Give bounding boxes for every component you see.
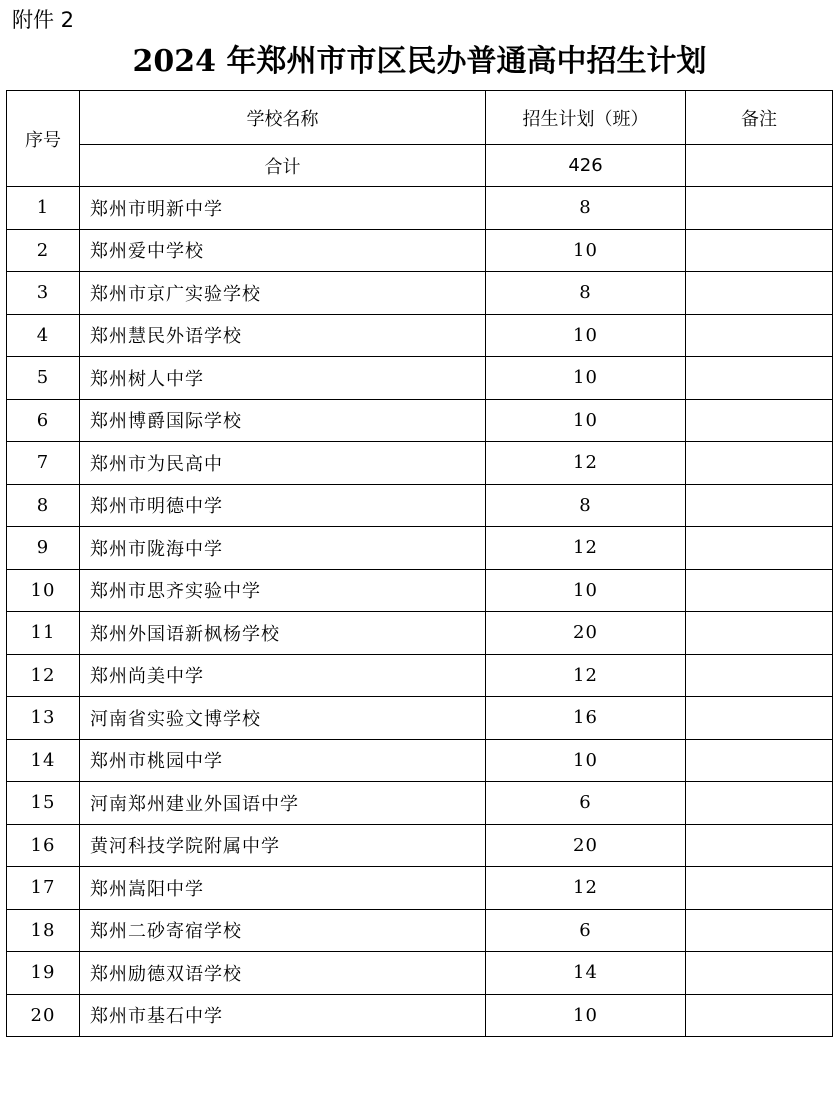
table-row <box>7 399 833 442</box>
header-school-name: 学校名称 <box>80 91 486 145</box>
row-enrollment-plan: 10 <box>486 739 686 782</box>
row-enrollment-plan: 12 <box>486 654 686 697</box>
row-serial-number: 16 <box>7 824 80 867</box>
table-row <box>7 782 833 825</box>
row-school-name: 郑州外国语新枫杨学校 <box>80 612 486 655</box>
row-serial-number: 6 <box>7 399 80 442</box>
table-row <box>7 272 833 315</box>
row-enrollment-plan: 20 <box>486 824 686 867</box>
row-enrollment-plan: 8 <box>486 187 686 230</box>
row-serial-number: 4 <box>7 314 80 357</box>
row-remarks <box>686 314 833 357</box>
row-serial-number: 15 <box>7 782 80 825</box>
table-row <box>7 867 833 910</box>
row-serial-number: 12 <box>7 654 80 697</box>
table-header-row <box>7 91 833 145</box>
row-serial-number: 14 <box>7 739 80 782</box>
table-row <box>7 357 833 400</box>
table-row <box>7 739 833 782</box>
row-serial-number: 13 <box>7 697 80 740</box>
row-serial-number: 18 <box>7 909 80 952</box>
row-enrollment-plan: 10 <box>486 314 686 357</box>
row-enrollment-plan: 10 <box>486 399 686 442</box>
row-enrollment-plan: 8 <box>486 272 686 315</box>
row-remarks <box>686 824 833 867</box>
row-enrollment-plan: 10 <box>486 994 686 1037</box>
header-enrollment-plan: 招生计划（班） <box>486 91 686 145</box>
row-remarks <box>686 229 833 272</box>
row-school-name: 河南郑州建业外国语中学 <box>80 782 486 825</box>
row-remarks <box>686 994 833 1037</box>
row-remarks <box>686 527 833 570</box>
row-school-name: 郑州二砂寄宿学校 <box>80 909 486 952</box>
row-enrollment-plan: 10 <box>486 569 686 612</box>
row-remarks <box>686 569 833 612</box>
table-row <box>7 314 833 357</box>
table-row <box>7 697 833 740</box>
row-school-name: 郑州嵩阳中学 <box>80 867 486 910</box>
row-remarks <box>686 187 833 230</box>
header-remarks: 备注 <box>686 91 833 145</box>
document-title: 2024 年郑州市市区民办普通高中招生计划 <box>132 44 707 79</box>
row-serial-number: 20 <box>7 994 80 1037</box>
row-serial-number: 2 <box>7 229 80 272</box>
table-row <box>7 442 833 485</box>
row-remarks <box>686 697 833 740</box>
row-remarks <box>686 272 833 315</box>
row-remarks <box>686 484 833 527</box>
row-school-name: 郑州市明德中学 <box>80 484 486 527</box>
row-serial-number: 11 <box>7 612 80 655</box>
row-school-name: 郑州尚美中学 <box>80 654 486 697</box>
row-school-name: 郑州市思齐实验中学 <box>80 569 486 612</box>
row-serial-number: 1 <box>7 187 80 230</box>
row-remarks <box>686 357 833 400</box>
total-row <box>7 145 833 187</box>
row-school-name: 郑州市基石中学 <box>80 994 486 1037</box>
row-remarks <box>686 867 833 910</box>
table-row <box>7 484 833 527</box>
row-serial-number: 8 <box>7 484 80 527</box>
total-remarks <box>686 145 833 187</box>
table-row <box>7 187 833 230</box>
table-row <box>7 909 833 952</box>
row-school-name: 黄河科技学院附属中学 <box>80 824 486 867</box>
row-serial-number: 9 <box>7 527 80 570</box>
row-remarks <box>686 654 833 697</box>
row-remarks <box>686 909 833 952</box>
table-row <box>7 612 833 655</box>
row-school-name: 郑州市桃园中学 <box>80 739 486 782</box>
total-label: 合计 <box>80 145 486 187</box>
row-school-name: 郑州市明新中学 <box>80 187 486 230</box>
row-enrollment-plan: 10 <box>486 229 686 272</box>
row-serial-number: 5 <box>7 357 80 400</box>
row-school-name: 郑州市陇海中学 <box>80 527 486 570</box>
row-school-name: 郑州慧民外语学校 <box>80 314 486 357</box>
row-remarks <box>686 782 833 825</box>
row-serial-number: 17 <box>7 867 80 910</box>
row-school-name: 郑州市为民高中 <box>80 442 486 485</box>
attachment-label: 附件 2 <box>12 8 75 32</box>
table-row <box>7 824 833 867</box>
table-row <box>7 654 833 697</box>
row-enrollment-plan: 14 <box>486 952 686 995</box>
table-row <box>7 952 833 995</box>
row-remarks <box>686 612 833 655</box>
row-serial-number: 19 <box>7 952 80 995</box>
table-row <box>7 569 833 612</box>
row-remarks <box>686 442 833 485</box>
row-enrollment-plan: 6 <box>486 909 686 952</box>
row-school-name: 郑州树人中学 <box>80 357 486 400</box>
row-enrollment-plan: 8 <box>486 484 686 527</box>
row-serial-number: 7 <box>7 442 80 485</box>
table-row <box>7 527 833 570</box>
row-enrollment-plan: 12 <box>486 527 686 570</box>
row-remarks <box>686 952 833 995</box>
header-serial-number: 序号 <box>7 91 80 187</box>
table-body <box>7 187 833 1037</box>
row-school-name: 郑州爱中学校 <box>80 229 486 272</box>
row-remarks <box>686 399 833 442</box>
row-enrollment-plan: 10 <box>486 357 686 400</box>
row-school-name: 河南省实验文博学校 <box>80 697 486 740</box>
table-row <box>7 229 833 272</box>
row-serial-number: 3 <box>7 272 80 315</box>
total-value: 426 <box>486 145 686 187</box>
row-remarks <box>686 739 833 782</box>
row-school-name: 郑州博爵国际学校 <box>80 399 486 442</box>
row-school-name: 郑州市京广实验学校 <box>80 272 486 315</box>
enrollment-plan-table <box>6 90 833 1037</box>
row-enrollment-plan: 12 <box>486 442 686 485</box>
row-school-name: 郑州励德双语学校 <box>80 952 486 995</box>
row-enrollment-plan: 20 <box>486 612 686 655</box>
row-enrollment-plan: 6 <box>486 782 686 825</box>
row-serial-number: 10 <box>7 569 80 612</box>
row-enrollment-plan: 12 <box>486 867 686 910</box>
row-enrollment-plan: 16 <box>486 697 686 740</box>
table-row <box>7 994 833 1037</box>
